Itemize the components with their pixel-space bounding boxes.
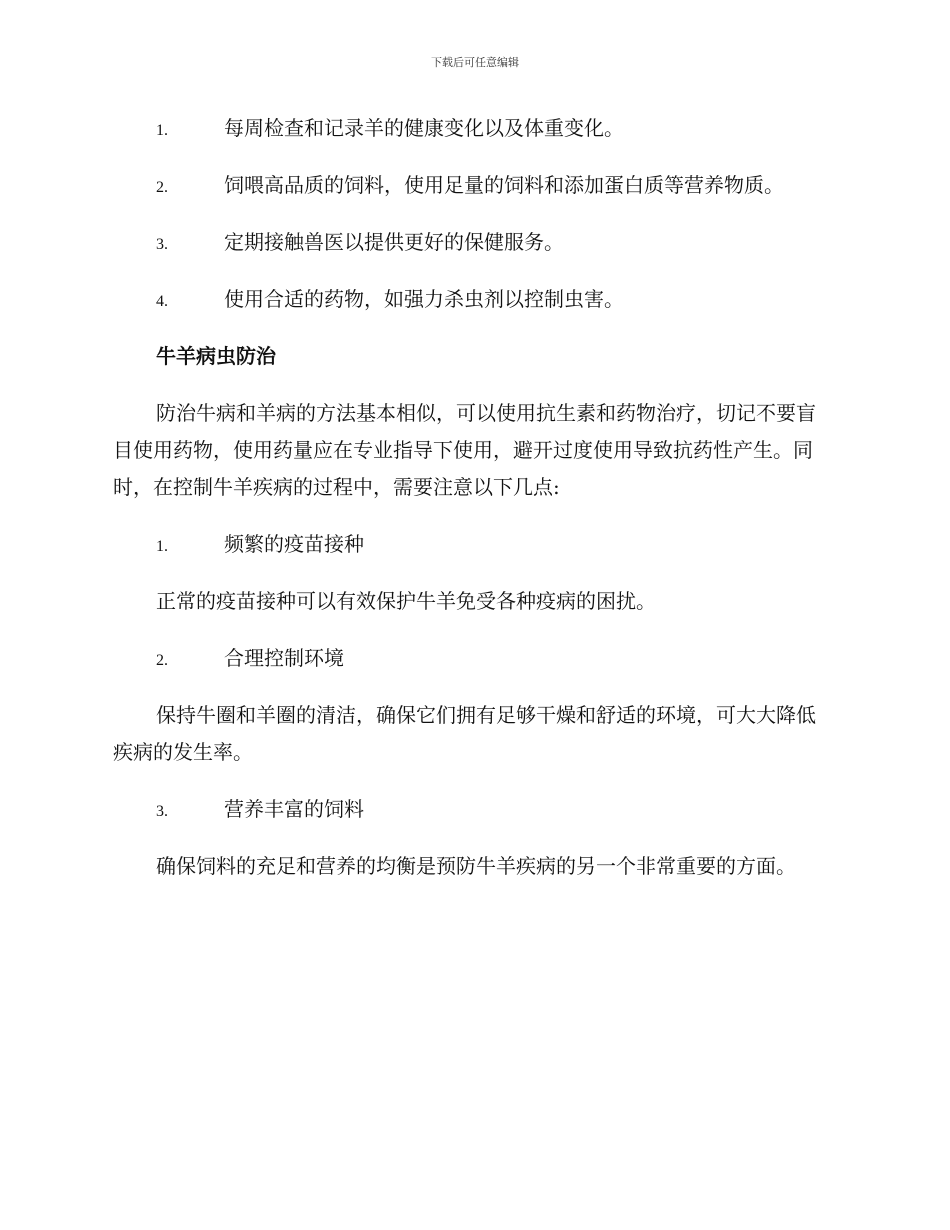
point-title: 频繁的疫苗接种 xyxy=(224,532,364,556)
list-item xyxy=(113,224,833,261)
document-body xyxy=(113,110,833,905)
point-body: 确保饲料的充足和营养的均衡是预防牛羊疾病的另一个非常重要的方面。 xyxy=(156,854,796,878)
list-number: 3. xyxy=(156,236,168,253)
point-number: 2. xyxy=(156,652,168,669)
point-title-row xyxy=(113,640,833,677)
point-title-row xyxy=(113,791,833,828)
list-text: 定期接触兽医以提供更好的保健服务。 xyxy=(224,230,564,254)
list-text: 饲喂高品质的饲料，使用足量的饲料和添加蛋白质等营养物质。 xyxy=(224,173,784,197)
list-text: 使用合适的药物，如强力杀虫剂以控制虫害。 xyxy=(224,287,624,311)
point-body: 正常的疫苗接种可以有效保护牛羊免受各种疫病的困扰。 xyxy=(156,589,656,613)
point-title: 合理控制环境 xyxy=(224,646,344,670)
section-heading: 牛羊病虫防治 xyxy=(156,344,276,368)
list-item xyxy=(113,110,833,147)
list-item xyxy=(113,167,833,204)
point-title-row xyxy=(113,526,833,563)
point-body: 保持牛圈和羊圈的清洁，确保它们拥有足够干燥和舒适的环境，可大大降低疾病的发生率。 xyxy=(113,703,816,764)
list-text: 每周检查和记录羊的健康变化以及体重变化。 xyxy=(224,116,624,140)
list-item xyxy=(113,281,833,318)
point-number: 3. xyxy=(156,803,168,820)
intro-paragraph: 防治牛病和羊病的方法基本相似，可以使用抗生素和药物治疗，切记不要盲目使用药物，使用药量应在专业指导下使用，避开过度使用导致抗药性产生。同时，在控制牛羊疾病的过程中，需要注意以下几点: xyxy=(113,401,816,499)
list-number: 2. xyxy=(156,179,168,196)
point-title: 营养丰富的饲料 xyxy=(224,797,364,821)
point-number: 1. xyxy=(156,538,168,555)
list-number: 1. xyxy=(156,122,168,139)
page-header-note: 下载后可任意编辑 xyxy=(431,56,519,69)
list-number: 4. xyxy=(156,293,168,310)
